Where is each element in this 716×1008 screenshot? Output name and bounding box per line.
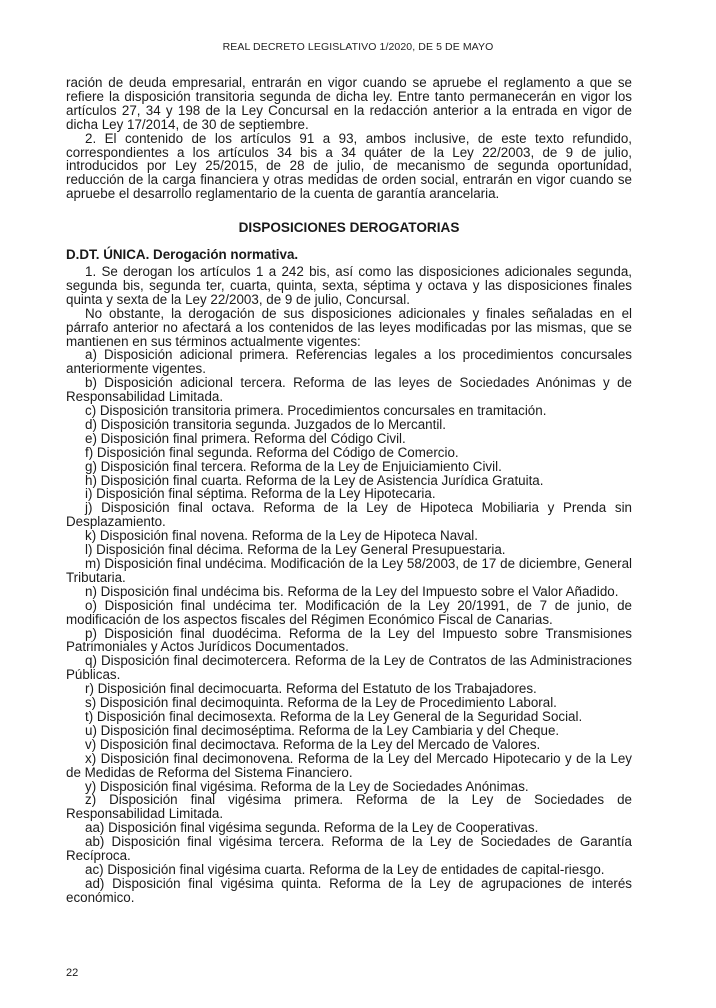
list-item: aa) Disposición final vigésima segunda. Reforma de la Ley de Cooperativas. xyxy=(85,820,539,836)
list-item: a) Disposición adicional primera. Referencias legales a los procedimientos concursales anteriormente vigentes. xyxy=(66,347,632,377)
list-item: j) Disposición final octava. Reforma de la Ley de Hipoteca Mobiliaria y Prenda sin Desplazamiento. xyxy=(66,500,632,530)
running-header: REAL DECRETO LEGISLATIVO 1/2020, DE 5 DE MAYO xyxy=(222,41,494,53)
list-item: t) Disposición final decimosexta. Reforma de la Ley General de la Seguridad Social. xyxy=(85,708,583,724)
list-item: o) Disposición final undécima ter. Modificación de la Ley 20/1991, de 7 de junio, de modificación de los aspectos fiscales del Régimen Económico Fiscal de Canarias. xyxy=(66,597,632,627)
list-item: ac) Disposición final vigésima cuarta. Reforma de la Ley de entidades de capital-riesgo. xyxy=(85,861,605,877)
list-item: u) Disposición final decimoséptima. Reforma de la Ley Cambiaria y del Cheque. xyxy=(85,722,560,738)
list-item: p) Disposición final duodécima. Reforma de la Ley del Impuesto sobre Transmisiones Patrimoniales y Actos Jurídicos Documentados. xyxy=(66,625,632,655)
list-item: f) Disposición final segunda. Reforma del Código de Comercio. xyxy=(85,444,459,460)
list-item: l) Disposición final décima. Reforma de la Ley General Presupuestaria. xyxy=(85,542,506,558)
list-item: m) Disposición final undécima. Modificación de la Ley 58/2003, de 17 de diciembre, General Tributaria. xyxy=(66,556,632,585)
list-item: i) Disposición final séptima. Reforma de la Ley Hipotecaria. xyxy=(85,486,436,502)
list-item: ab) Disposición final vigésima tercera. Reforma de la Ley de Sociedades de Garantía Recíproca. xyxy=(66,834,632,864)
intro-paragraph-2: 2. El contenido de los artículos 91 a 93, ambos inclusive, de este texto refundido, correspondientes a los artículos 34 bis a 34 quáter de la Ley 22/2003, de 9 de julio, introducidos por Ley 25/2015, de 28 de julio, de mecanismo de segunda oportunidad, reducción de la carga financiera y otras medidas de orden social, entrarán en vigor cuando se apruebe el desarrollo reglamentario de la cuenta de garantía arancelaria. xyxy=(66,130,632,202)
list-item: h) Disposición final cuarta. Reforma de la Ley de Asistencia Jurídica Gratuita. xyxy=(85,472,544,488)
list-item: b) Disposición adicional tercera. Reforma de las leyes de Sociedades Anónimas y de Responsabilidad Limitada. xyxy=(66,375,632,405)
list-item: d) Disposición transitoria segunda. Juzgados de lo Mercantil. xyxy=(85,416,446,432)
list-item: s) Disposición final decimoquinta. Reforma de la Ley de Procedimiento Laboral. xyxy=(85,695,557,711)
list-item: y) Disposición final vigésima. Reforma de la Ley de Sociedades Anónimas. xyxy=(85,778,529,794)
list-item: z) Disposición final vigésima primera. Reforma de la Ley de Sociedades de Responsabilidad Limitada. xyxy=(66,792,632,822)
list-item: n) Disposición final undécima bis. Reforma de la Ley del Impuesto sobre el Valor Añadido. xyxy=(85,583,619,599)
article-heading: D.DT. ÚNICA. Derogación normativa. xyxy=(66,247,299,263)
list-item: e) Disposición final primera. Reforma del Código Civil. xyxy=(85,430,406,446)
article-paragraph-1: 1. Se derogan los artículos 1 a 242 bis, así como las disposiciones adicionales segunda, segunda bis, segunda ter, cuarta, quinta, sexta, séptima y octava y las disposiciones finales quinta y sexta de la Ley 22/2003, de 9 de julio, Concursal. xyxy=(66,263,632,307)
list-item: q) Disposición final decimotercera. Reforma de la Ley de Contratos de las Administraciones Públicas. xyxy=(66,653,632,683)
list-item: x) Disposición final decimonovena. Reforma de la Ley del Mercado Hipotecario y de la Ley de Medidas de Reforma del Sistema Financiero. xyxy=(66,750,632,780)
list-item: r) Disposición final decimocuarta. Reforma del Estatuto de los Trabajadores. xyxy=(85,681,537,697)
intro-paragraph-continued: ración de deuda empresarial, entrarán en vigor cuando se apruebe el reglamento a que se refiere la disposición transitoria segunda de dicha ley. Entre tanto permanecerán en vigor los artículos 27, 34 y 198 de la Ley Concursal en la redacción anterior a la entrada en vigor de dicha Ley 17/2014, de 30 de septiembre. xyxy=(66,75,632,132)
list-item: g) Disposición final tercera. Reforma de la Ley de Enjuiciamiento Civil. xyxy=(85,458,502,474)
list-item: c) Disposición transitoria primera. Procedimientos concursales en tramitación. xyxy=(85,403,547,419)
section-heading: DISPOSICIONES DEROGATORIAS xyxy=(238,220,460,236)
page-body xyxy=(66,76,632,905)
list-item: ad) Disposición final vigésima quinta. Reforma de la Ley de agrupaciones de interés económico. xyxy=(66,875,632,905)
list-item: k) Disposición final novena. Reforma de la Ley de Hipoteca Naval. xyxy=(85,528,478,544)
page-number: 22 xyxy=(66,967,79,979)
list-item: v) Disposición final decimoctava. Reforma de la Ley del Mercado de Valores. xyxy=(85,736,541,752)
article-paragraph-2: No obstante, la derogación de sus disposiciones adicionales y finales señaladas en el párrafo anterior no afectará a los contenidos de las leyes modificadas por las mismas, que se mantienen en sus términos actualmente vigentes: xyxy=(66,305,632,349)
